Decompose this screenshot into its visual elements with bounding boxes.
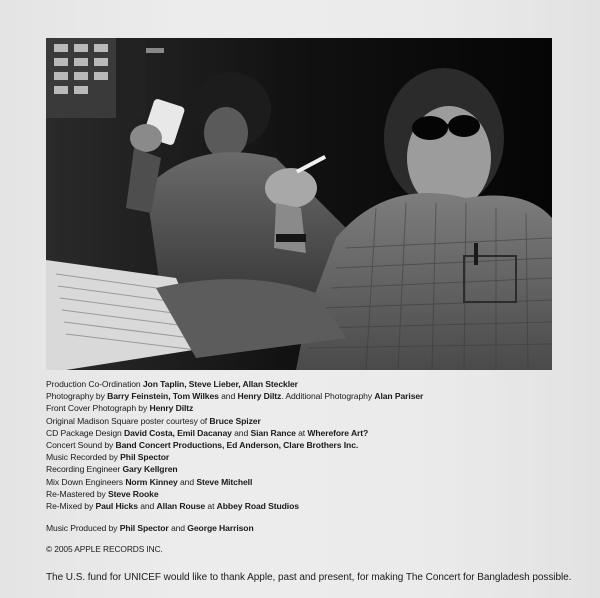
credit-studio: Abbey Road Studios	[216, 501, 299, 512]
credit-name: Steve Rooke	[108, 488, 159, 499]
credit-conjunction: and	[170, 523, 185, 534]
credit-label: Music Recorded by	[46, 452, 118, 463]
credit-cd-package	[46, 427, 576, 439]
credit-names: Jon Taplin, Steve Lieber, Allan Steckler	[142, 379, 298, 389]
credit-front-cover	[46, 402, 576, 414]
credit-name: Tom Wilkes	[172, 391, 219, 402]
credit-label: . Additional Photography	[281, 391, 373, 402]
credit-separator: ,	[168, 391, 171, 402]
credit-label: Concert Sound by	[46, 440, 114, 451]
credit-name: Henry Diltz	[149, 403, 194, 414]
credit-production	[46, 378, 576, 390]
credit-music-recorded	[46, 451, 576, 463]
credit-photography	[46, 390, 576, 402]
credit-name: Bruce Spizer	[209, 415, 261, 426]
credit-label: Original Madison Square poster courtesy of	[46, 415, 208, 426]
credit-label: Re-Mixed by	[46, 501, 94, 512]
credit-produced	[46, 522, 576, 534]
credit-recording-engineer	[46, 463, 576, 475]
credit-label: Music Produced by	[46, 523, 118, 534]
credit-conjunction: and	[234, 427, 249, 438]
credit-name: Phil Spector	[120, 452, 170, 463]
credit-label: CD Package Design	[46, 427, 122, 438]
credit-conjunction: and	[140, 501, 155, 512]
credit-studio: Wherefore Art?	[307, 427, 369, 438]
credit-poster	[46, 415, 576, 427]
credits-block	[46, 378, 576, 556]
credit-name: Henry Diltz	[237, 391, 282, 402]
credit-name: Alan Pariser	[374, 391, 424, 402]
credit-conjunction: and	[180, 476, 195, 487]
credit-names: Band Concert Productions, Ed Anderson, Clare Brothers Inc.	[115, 440, 359, 451]
copyright-notice: © 2005 APPLE RECORDS INC.	[46, 544, 163, 555]
credit-name: Steve Mitchell	[196, 476, 253, 487]
credit-label: Photography by	[46, 391, 105, 402]
unicef-thanks: The U.S. fund for UNICEF would like to thank Apple, past and present, for making The Concert for Bangladesh possible.	[46, 572, 572, 583]
credit-name: Allan Rouse	[156, 501, 206, 512]
credit-name: Phil Spector	[119, 523, 169, 534]
credit-name: Sian Rance	[250, 427, 296, 438]
credit-label: Mix Down Engineers	[46, 476, 124, 487]
credit-preposition: at	[298, 427, 306, 438]
credit-concert-sound	[46, 439, 576, 451]
studio-photo	[46, 38, 552, 370]
credit-label: Production Co-Ordination	[46, 379, 141, 389]
credit-mixdown	[46, 476, 576, 488]
credit-preposition: at	[207, 501, 215, 512]
credit-label: Re-Mastered by	[46, 488, 106, 499]
credit-remastered	[46, 488, 576, 500]
credit-name: Norm Kinney	[125, 476, 178, 487]
spacer	[46, 512, 576, 522]
credit-names: David Costa, Emil Dacanay	[123, 427, 232, 438]
studio-photo-image	[46, 38, 552, 370]
credit-conjunction: and	[221, 391, 236, 402]
credit-name: Gary Kellgren	[122, 464, 178, 475]
credit-name: Paul Hicks	[95, 501, 138, 512]
credit-remixed	[46, 500, 576, 512]
credit-name: Barry Feinstein	[107, 391, 169, 402]
credit-label: Front Cover Photograph by	[46, 403, 148, 414]
credit-name: George Harrison	[187, 523, 254, 534]
spacer	[46, 534, 576, 543]
credit-label: Recording Engineer	[46, 464, 121, 475]
